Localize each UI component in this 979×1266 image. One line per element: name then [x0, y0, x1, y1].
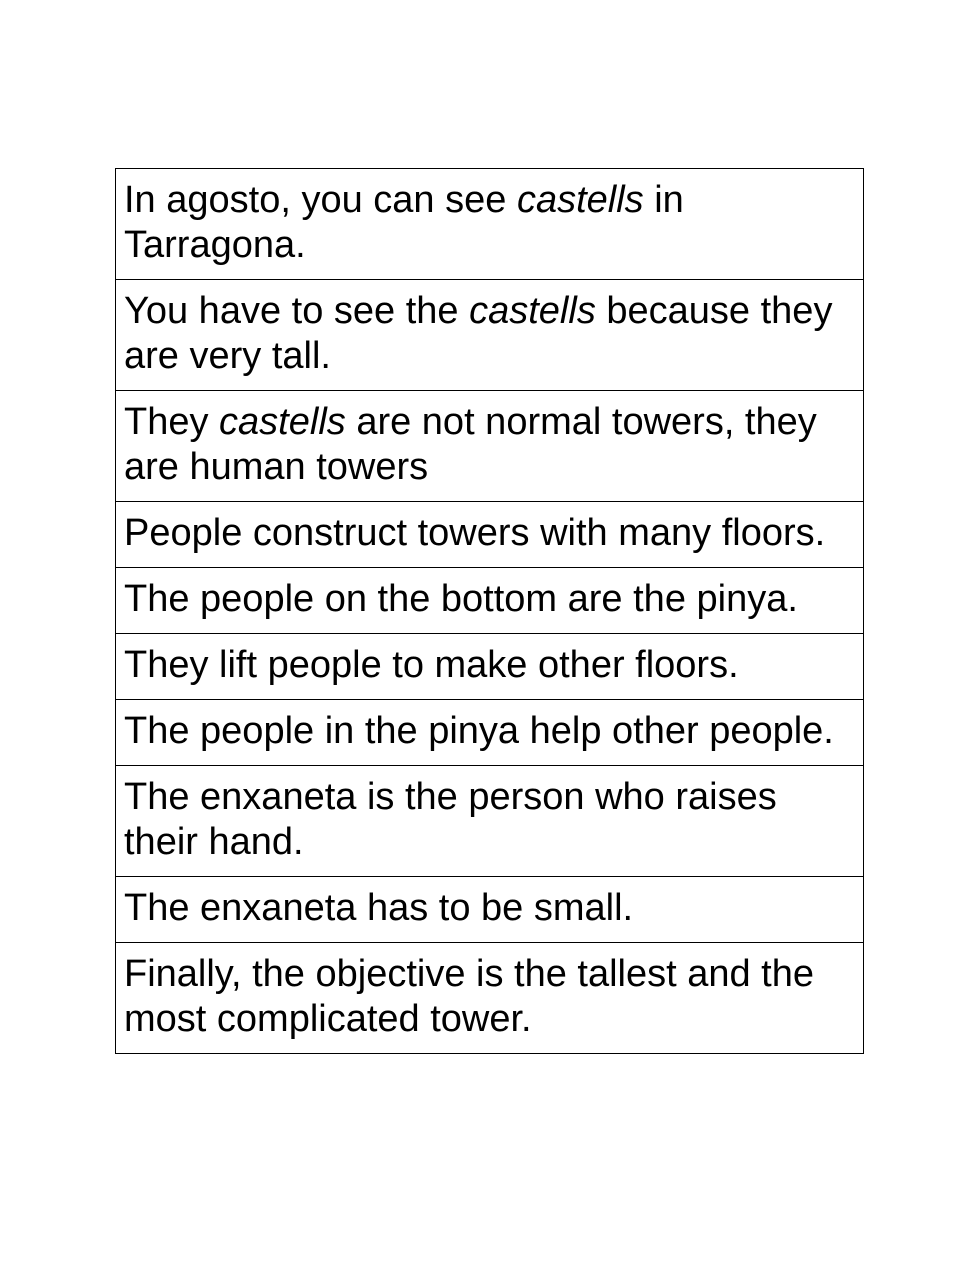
sentence-cell: [116, 943, 864, 1054]
sentence-cell: [116, 391, 864, 502]
sentence-text: because they are very tall.: [124, 290, 833, 377]
sentence-table: [115, 168, 864, 1054]
sentence-cell: [116, 766, 864, 877]
sentence-cell: [116, 568, 864, 634]
sentence-text: They lift people to make other floors.: [124, 644, 739, 686]
sentence-cell: [116, 877, 864, 943]
italic-term: castells: [516, 179, 644, 221]
sentence-text: The people on the bottom are the pinya.: [124, 578, 798, 620]
sentence-table-body: [116, 169, 864, 1054]
table-row: [116, 877, 864, 943]
table-row: [116, 943, 864, 1054]
sentence-cell: [116, 169, 864, 280]
table-row: [116, 169, 864, 280]
sentence-cell: [116, 280, 864, 391]
sentence-text: People construct towers with many floors.: [124, 512, 826, 554]
sentence-cell: [116, 700, 864, 766]
sentence-text: Finally, the objective is the tallest and the most complicated tower.: [124, 953, 815, 1040]
table-row: [116, 568, 864, 634]
table-row: [116, 391, 864, 502]
sentence-text: In agosto, you can see: [124, 179, 517, 221]
sentence-text: They: [124, 401, 220, 443]
italic-term: castells: [469, 290, 596, 332]
table-row: [116, 766, 864, 877]
table-row: [116, 634, 864, 700]
sentence-text: You have to see the: [124, 290, 470, 332]
sentence-cell: [116, 502, 864, 568]
table-row: [116, 700, 864, 766]
table-row: [116, 280, 864, 391]
italic-term: castells: [219, 401, 346, 443]
sentence-cell: [116, 634, 864, 700]
sentence-text: The enxaneta is the person who raises their hand.: [124, 776, 777, 863]
table-row: [116, 502, 864, 568]
sentence-text: The enxaneta has to be small.: [124, 887, 634, 929]
sentence-text: The people in the pinya help other people.: [124, 710, 834, 752]
sentence-text: are not normal towers, they are human towers: [124, 401, 817, 488]
sentence-text: in Tarragona.: [124, 179, 684, 266]
